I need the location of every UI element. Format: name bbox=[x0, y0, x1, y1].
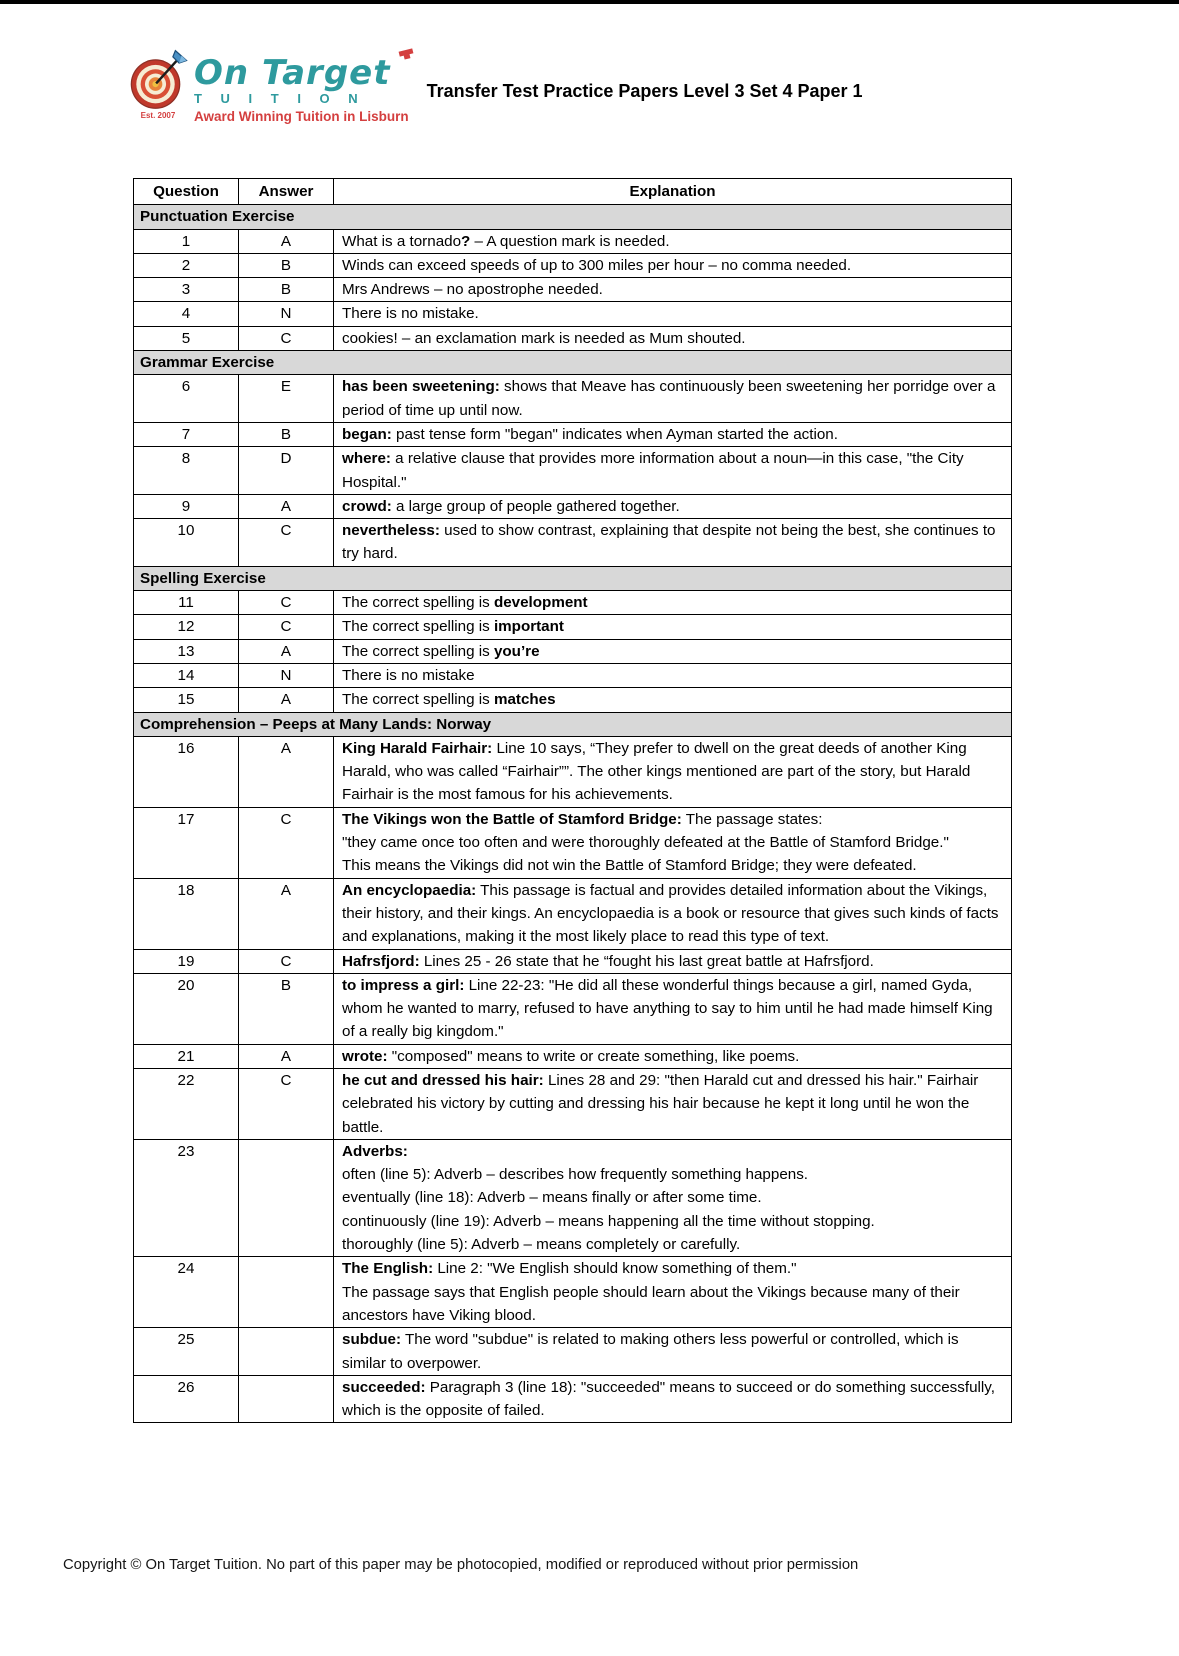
table-row bbox=[134, 688, 1012, 712]
explanation-line: The correct spelling is important bbox=[342, 618, 564, 636]
answer-cell: C bbox=[239, 1068, 334, 1139]
explanation-line: Winds can exceed speeds of up to 300 miles per hour – no comma needed. bbox=[342, 256, 852, 274]
question-cell: 7 bbox=[134, 422, 239, 446]
table-row bbox=[134, 736, 1012, 807]
footer bbox=[63, 1556, 858, 1574]
logo-subbrand-text: T U I T I O N bbox=[194, 91, 366, 106]
explanation-cell bbox=[334, 229, 1012, 253]
explanation-cell bbox=[334, 807, 1012, 878]
question-cell: 23 bbox=[134, 1139, 239, 1256]
question-cell: 12 bbox=[134, 615, 239, 639]
question-cell: 17 bbox=[134, 807, 239, 878]
table-row bbox=[134, 591, 1012, 615]
explanation-line: The Vikings won the Battle of Stamford Bridge: The passage states: bbox=[342, 810, 823, 828]
question-cell: 19 bbox=[134, 949, 239, 973]
explanation-cell bbox=[334, 639, 1012, 663]
explanation-line: King Harald Fairhair: Line 10 says, “They prefer to dwell on the great deeds of another King Harald, who was called “Fairhair””. The other kings mentioned are part of the story, but Harald Fairhair is the most famous for his achievements. bbox=[342, 739, 971, 804]
explanation-line: subdue: The word "subdue" is related to making others less powerful or controlled, which is similar to overpower. bbox=[342, 1331, 959, 1372]
explanation-line: The passage says that English people should learn about the Vikings because many of their ancestors have Viking blood. bbox=[342, 1283, 960, 1324]
question-cell: 5 bbox=[134, 326, 239, 350]
explanation-line: This means the Vikings did not win the Battle of Stamford Bridge; they were defeated. bbox=[342, 857, 917, 875]
answer-cell: B bbox=[239, 278, 334, 302]
question-cell: 24 bbox=[134, 1257, 239, 1328]
explanation-cell bbox=[334, 591, 1012, 615]
question-cell: 10 bbox=[134, 519, 239, 567]
answer-cell: C bbox=[239, 591, 334, 615]
answer-cell: A bbox=[239, 878, 334, 949]
table-row bbox=[134, 494, 1012, 518]
explanation-line: Adverbs: bbox=[342, 1142, 408, 1160]
table-row bbox=[134, 447, 1012, 495]
section-label: Comprehension – Peeps at Many Lands: Norway bbox=[134, 712, 1012, 736]
table-row bbox=[134, 973, 1012, 1044]
column-header-question: Question bbox=[134, 179, 239, 205]
answer-cell bbox=[239, 1139, 334, 1256]
answer-cell: C bbox=[239, 615, 334, 639]
graduation-cap-icon bbox=[398, 48, 413, 56]
table-row bbox=[134, 1328, 1012, 1376]
table-row bbox=[134, 302, 1012, 326]
explanation-line: has been sweetening: shows that Meave has continuously been sweetening her porridge over a period of time up until now. bbox=[342, 378, 996, 419]
table-row bbox=[134, 878, 1012, 949]
table-row bbox=[134, 519, 1012, 567]
question-cell: 9 bbox=[134, 494, 239, 518]
answer-cell: N bbox=[239, 663, 334, 687]
section-row bbox=[134, 205, 1012, 229]
table-row bbox=[134, 278, 1012, 302]
explanation-cell bbox=[334, 1375, 1012, 1423]
answer-table-body bbox=[134, 205, 1012, 1423]
explanation-line: where: a relative clause that provides more information about a noun—in this case, "the City Hospital." bbox=[342, 450, 964, 491]
explanation-line: to impress a girl: Line 22-23: "He did all these wonderful things because a girl, named Gyda, whom he wanted to marry, refused to have anything to say to him until he had made himself King of a really big kingdom." bbox=[342, 976, 993, 1041]
explanation-line: often (line 5): Adverb – describes how frequently something happens. bbox=[342, 1166, 809, 1184]
question-cell: 14 bbox=[134, 663, 239, 687]
explanation-cell bbox=[334, 1044, 1012, 1068]
question-cell: 26 bbox=[134, 1375, 239, 1423]
answer-cell: A bbox=[239, 639, 334, 663]
table-row bbox=[134, 663, 1012, 687]
answer-cell: C bbox=[239, 519, 334, 567]
table-row bbox=[134, 949, 1012, 973]
explanation-line: "they came once too often and were thoroughly defeated at the Battle of Stamford Bridge." bbox=[342, 834, 949, 852]
page-title: Transfer Test Practice Papers Level 3 Set 4 Paper 1 bbox=[426, 81, 863, 101]
question-cell: 1 bbox=[134, 229, 239, 253]
table-row bbox=[134, 639, 1012, 663]
copyright-text: Copyright © On Target Tuition. No part of this paper may be photocopied, modified or reproduced without prior permission bbox=[63, 1557, 859, 1573]
answer-cell: N bbox=[239, 302, 334, 326]
question-cell: 13 bbox=[134, 639, 239, 663]
explanation-cell bbox=[334, 375, 1012, 423]
explanation-cell bbox=[334, 278, 1012, 302]
explanation-line: wrote: "composed" means to write or create something, like poems. bbox=[342, 1047, 800, 1065]
answer-cell bbox=[239, 1375, 334, 1423]
explanation-cell bbox=[334, 519, 1012, 567]
answer-key-table bbox=[133, 178, 1012, 1423]
answer-cell: A bbox=[239, 688, 334, 712]
explanation-cell bbox=[334, 326, 1012, 350]
header bbox=[126, 48, 863, 125]
question-cell: 16 bbox=[134, 736, 239, 807]
question-cell: 15 bbox=[134, 688, 239, 712]
explanation-cell bbox=[334, 949, 1012, 973]
explanation-line: continuously (line 19): Adverb – means happening all the time without stopping. bbox=[342, 1212, 875, 1230]
explanation-cell bbox=[334, 973, 1012, 1044]
logo-brand-text: On Target bbox=[194, 53, 391, 93]
answer-cell: B bbox=[239, 253, 334, 277]
question-cell: 4 bbox=[134, 302, 239, 326]
explanation-line: succeeded: Paragraph 3 (line 18): "succeeded" means to succeed or do something successfully, which is the opposite of failed. bbox=[342, 1378, 995, 1420]
table-row bbox=[134, 253, 1012, 277]
section-label: Grammar Exercise bbox=[134, 351, 1012, 375]
explanation-line: The correct spelling is matches bbox=[342, 691, 556, 709]
explanation-cell bbox=[334, 253, 1012, 277]
explanation-line: The correct spelling is development bbox=[342, 594, 588, 612]
table-row bbox=[134, 1044, 1012, 1068]
explanation-cell bbox=[334, 447, 1012, 495]
explanation-line: The correct spelling is you’re bbox=[342, 642, 540, 660]
explanation-cell bbox=[334, 1328, 1012, 1376]
explanation-cell bbox=[334, 663, 1012, 687]
explanation-cell bbox=[334, 615, 1012, 639]
answer-cell: C bbox=[239, 326, 334, 350]
explanation-line: What is a tornado? – A question mark is needed. bbox=[342, 232, 670, 250]
column-header-explanation: Explanation bbox=[334, 179, 1012, 205]
explanation-line: nevertheless: used to show contrast, explaining that despite not being the best, she continues to try hard. bbox=[342, 522, 996, 563]
answer-cell: E bbox=[239, 375, 334, 423]
explanation-line: The English: Line 2: "We English should know something of them." bbox=[342, 1260, 797, 1278]
answer-cell: B bbox=[239, 973, 334, 1044]
answer-cell: A bbox=[239, 736, 334, 807]
section-row bbox=[134, 712, 1012, 736]
answer-cell: B bbox=[239, 422, 334, 446]
section-label: Spelling Exercise bbox=[134, 566, 1012, 590]
table-row bbox=[134, 1139, 1012, 1256]
table-row bbox=[134, 1375, 1012, 1423]
question-cell: 25 bbox=[134, 1328, 239, 1376]
explanation-line: There is no mistake. bbox=[342, 305, 479, 323]
explanation-line: thoroughly (line 5): Adverb – means completely or carefully. bbox=[342, 1236, 741, 1254]
table-row bbox=[134, 615, 1012, 639]
logo-board-column bbox=[126, 48, 190, 120]
explanation-cell bbox=[334, 1068, 1012, 1139]
explanation-line: There is no mistake bbox=[342, 666, 475, 684]
table-row bbox=[134, 422, 1012, 446]
section-label: Punctuation Exercise bbox=[134, 205, 1012, 229]
on-target-tuition-logo bbox=[126, 48, 409, 125]
question-cell: 21 bbox=[134, 1044, 239, 1068]
explanation-cell bbox=[334, 422, 1012, 446]
question-cell: 2 bbox=[134, 253, 239, 277]
table-row bbox=[134, 326, 1012, 350]
answer-cell: A bbox=[239, 494, 334, 518]
table-header-row bbox=[134, 179, 1012, 205]
answer-cell: D bbox=[239, 447, 334, 495]
explanation-line: cookies! – an exclamation mark is needed as Mum shouted. bbox=[342, 329, 746, 347]
explanation-cell bbox=[334, 1257, 1012, 1328]
explanation-line: An encyclopaedia: This passage is factual and provides detailed information about the Vikings, their history, and their kings. An encyclopaedia is a book or resource that gives such kinds of facts and explanations, making it the most likely place to read this type of text. bbox=[342, 881, 999, 946]
question-cell: 11 bbox=[134, 591, 239, 615]
explanation-cell bbox=[334, 688, 1012, 712]
table-row bbox=[134, 375, 1012, 423]
explanation-line: began: past tense form "began" indicates when Ayman started the action. bbox=[342, 425, 838, 443]
question-cell: 18 bbox=[134, 878, 239, 949]
scan-edge-artifact bbox=[0, 0, 1179, 4]
logo-tagline-text: Award Winning Tuition in Lisburn bbox=[194, 109, 409, 124]
logo-est-text: Est. 2007 bbox=[140, 111, 176, 120]
answer-cell: C bbox=[239, 949, 334, 973]
explanation-line: crowd: a large group of people gathered together. bbox=[342, 497, 680, 515]
explanation-cell bbox=[334, 878, 1012, 949]
answer-cell bbox=[239, 1257, 334, 1328]
explanation-line: Hafrsfjord: Lines 25 - 26 state that he “fought his last great battle at Hafrsfjord. bbox=[342, 952, 874, 970]
question-cell: 8 bbox=[134, 447, 239, 495]
dartboard-with-dart-icon bbox=[127, 48, 189, 114]
explanation-line: he cut and dressed his hair: Lines 28 and 29: "then Harald cut and dressed his hair." Fairhair celebrated his victory by cutting and dressing his hair because he kept it long until he won the battle. bbox=[342, 1071, 979, 1136]
section-row bbox=[134, 351, 1012, 375]
explanation-cell bbox=[334, 302, 1012, 326]
explanation-line: eventually (line 18): Adverb – means finally or after some time. bbox=[342, 1189, 762, 1207]
table-row bbox=[134, 1068, 1012, 1139]
question-cell: 20 bbox=[134, 973, 239, 1044]
explanation-line: Mrs Andrews – no apostrophe needed. bbox=[342, 281, 603, 299]
table-row bbox=[134, 229, 1012, 253]
answer-cell bbox=[239, 1328, 334, 1376]
section-row bbox=[134, 566, 1012, 590]
question-cell: 22 bbox=[134, 1068, 239, 1139]
explanation-cell bbox=[334, 1139, 1012, 1256]
explanation-cell bbox=[334, 494, 1012, 518]
explanation-cell bbox=[334, 736, 1012, 807]
answer-cell: A bbox=[239, 1044, 334, 1068]
question-cell: 3 bbox=[134, 278, 239, 302]
answer-cell: C bbox=[239, 807, 334, 878]
question-cell: 6 bbox=[134, 375, 239, 423]
answer-cell: A bbox=[239, 229, 334, 253]
table-row bbox=[134, 807, 1012, 878]
column-header-answer: Answer bbox=[239, 179, 334, 205]
table-row bbox=[134, 1257, 1012, 1328]
logo-text-column bbox=[194, 48, 409, 125]
